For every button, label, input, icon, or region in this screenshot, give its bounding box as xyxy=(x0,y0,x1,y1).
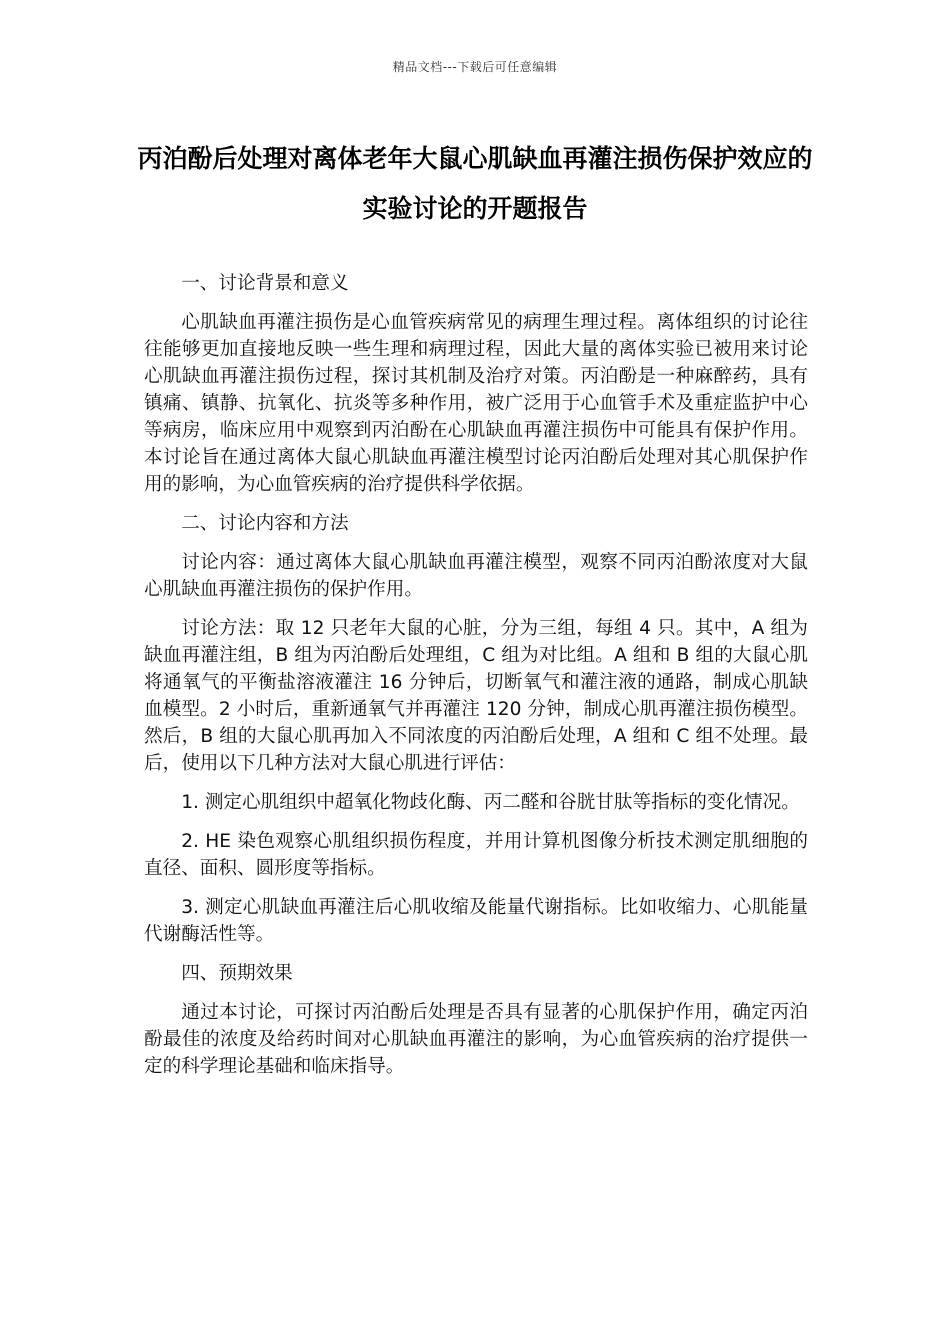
section-heading-expected: 四、预期效果 xyxy=(181,963,293,984)
paragraph-expected: 通过本讨论，可探讨丙泊酚后处理是否具有显著的心肌保护作用，确定丙泊酚最佳的浓度及给药时间对心肌缺血再灌注的影响，为心血管疾病的治疗提供一定的科学理论基础和临床指导。 xyxy=(144,1002,808,1077)
paragraph-background: 心肌缺血再灌注损伤是心血管疾病常见的病理生理过程。离体组织的讨论往往能够更加直接地反映一些生理和病理过程，因此大量的离体实验已被用来讨论心肌缺血再灌注损伤过程，探讨其机制及治疗对策。丙泊酚是一种麻醉药，具有镇痛、镇静、抗氧化、抗炎等多种作用，被广泛用于心血管手术及重症监护中心等病房，临床应用中观察到丙泊酚在心肌缺血再灌注损伤中可能具有保护作用。本讨论旨在通过离体大鼠心肌缺血再灌注模型讨论丙泊酚后处理对其心肌保护作用的影响，为心血管疾病的治疗提供科学依据。 xyxy=(144,312,808,495)
section-heading-background: 一、讨论背景和意义 xyxy=(181,273,349,294)
paragraph-research-method: 讨论方法：取 12 只老年大鼠的心脏，分为三组，每组 4 只。其中，A 组为缺血再灌注组，B 组为丙泊酚后处理组，C 组为对比组。A 组和 B 组的大鼠心肌将通氧气的平衡盐溶液灌注 16 分钟后，切断氧气和灌注液的通路，制成心肌缺血模型。2 小时后，重新通氧气并再灌注 120 分钟，制成心肌再灌注损伤模型。然后，B 组的大鼠心肌再加入不同浓度的丙泊酚后处理，A 组和 C 组不处理。最后，使用以下几种方法对大鼠心肌进行评估： xyxy=(144,618,808,774)
list-item-3: 3. 测定心肌缺血再灌注后心肌收缩及能量代谢指标。比如收缩力、心肌能量代谢酶活性等。 xyxy=(144,897,808,945)
document-body xyxy=(144,270,808,1092)
document-title: 丙泊酚后处理对离体老年大鼠心肌缺血再灌注损伤保护效应的实验讨论的开题报告 xyxy=(137,144,813,223)
list-item-2: 2. HE 染色观察心肌组织损伤程度，并用计算机图像分析技术测定肌细胞的直径、面积、圆形度等指标。 xyxy=(144,831,808,879)
section-heading-methods: 二、讨论内容和方法 xyxy=(181,513,349,534)
list-item-1: 1. 测定心肌组织中超氧化物歧化酶、丙二醛和谷胱甘肽等指标的变化情况。 xyxy=(181,792,800,813)
header-note: 精品文档---下载后可任意编辑 xyxy=(392,60,558,74)
paragraph-research-content: 讨论内容：通过离体大鼠心肌缺血再灌注模型，观察不同丙泊酚浓度对大鼠心肌缺血再灌注损伤的保护作用。 xyxy=(144,552,808,600)
